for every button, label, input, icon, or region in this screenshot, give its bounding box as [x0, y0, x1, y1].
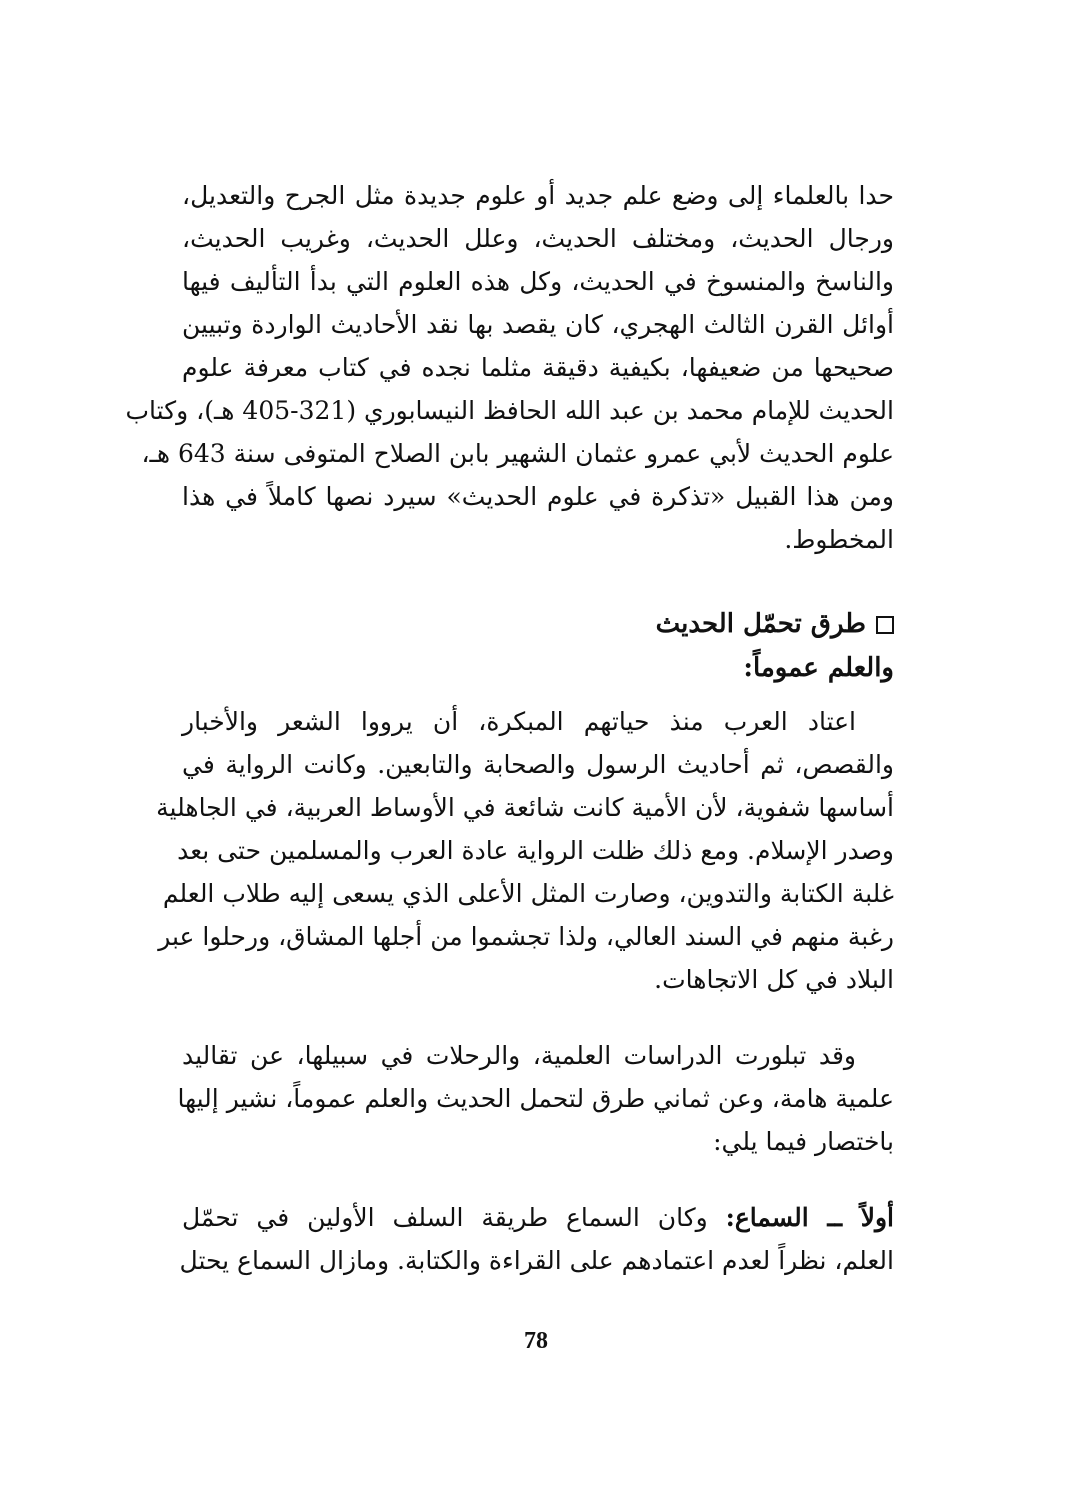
text-line: أوائل القرن الثالث الهجري، كان يقصد بها نقد الأحاديث الواردة وتبيين: [182, 310, 894, 339]
text-line: علمية هامة، وعن ثماني طرق لتحمل الحديث والعلم عموماً، نشير إليها: [177, 1084, 894, 1113]
text-line: أساسها شفوية، لأن الأمية كانت شائعة في الأوساط العربية، في الجاهلية: [156, 793, 894, 822]
text-line-first: [182, 1196, 894, 1239]
text-line: وصدر الإسلام. ومع ذلك ظلت الرواية عادة العرب والمسلمين حتى بعد: [177, 836, 894, 865]
heading-line-1: [182, 602, 894, 646]
text-line: رغبة منهم في السند العالي، ولذا تجشموا من أجلها المشاق، ورحلوا عبر: [158, 922, 894, 951]
text-line: اعتاد العرب منذ حياتهم المبكرة، أن يرووا الشعر والأخبار: [182, 707, 856, 736]
paragraph-1: [125, 174, 894, 561]
text-line: المخطوط.: [784, 525, 894, 554]
page-number: 78: [524, 1328, 548, 1354]
text-line: وكان السماع طريقة السلف الأولين في تحمّل: [182, 1203, 726, 1232]
section-heading: [182, 602, 894, 690]
text-line: والناسخ والمنسوخ في الحديث، وكل هذه العلوم التي بدأ التأليف فيها: [182, 267, 894, 296]
text-line-first: [182, 1034, 894, 1077]
heading-line-2: والعلم عموماً:: [743, 653, 894, 683]
heading-text-1: طرق تحمّل الحديث: [655, 609, 866, 639]
numbered-lead: أولاً ــ السماع:: [725, 1203, 894, 1232]
text-line: العلم، نظراً لعدم اعتمادهم على القراءة والكتابة. ومازال السماع يحتل: [179, 1246, 894, 1275]
text-line: وقد تبلورت الدراسات العلمية، والرحلات في سبيلها، عن تقاليد: [182, 1041, 856, 1070]
text-line: ورجال الحديث، ومختلف الحديث، وعلل الحديث، وغريب الحديث،: [182, 224, 894, 253]
text-line: ومن هذا القبيل «تذكرة في علوم الحديث» سيرد نصها كاملاً في هذا: [182, 482, 894, 511]
text-line: البلاد في كل الاتجاهات.: [654, 965, 894, 994]
paragraph-2: [156, 700, 894, 1001]
paragraph-3: [177, 1034, 894, 1163]
text-line: حدا بالعلماء إلى وضع علم جديد أو علوم جديدة مثل الجرح والتعديل،: [182, 181, 894, 210]
paragraph-4: [179, 1196, 894, 1282]
text-line: علوم الحديث لأبي عمرو عثمان الشهير بابن الصلاح المتوفى سنة 643 هـ،: [141, 439, 894, 468]
square-bullet-icon: [876, 616, 894, 634]
text-line: والقصص، ثم أحاديث الرسول والصحابة والتابعين. وكانت الرواية في: [182, 750, 894, 779]
text-line: صحيحها من ضعيفها، بكيفية دقيقة مثلما نجده في كتاب معرفة علوم: [182, 353, 894, 382]
text-line-first: [182, 700, 894, 743]
text-line: الحديث للإمام محمد بن عبد الله الحافظ النيسابوري (321-405 هـ)، وكتاب: [125, 396, 894, 425]
text-line: باختصار فيما يلي:: [713, 1127, 894, 1156]
text-line: غلبة الكتابة والتدوين، وصارت المثل الأعلى الذي يسعى إليه طلاب العلم: [162, 879, 894, 908]
